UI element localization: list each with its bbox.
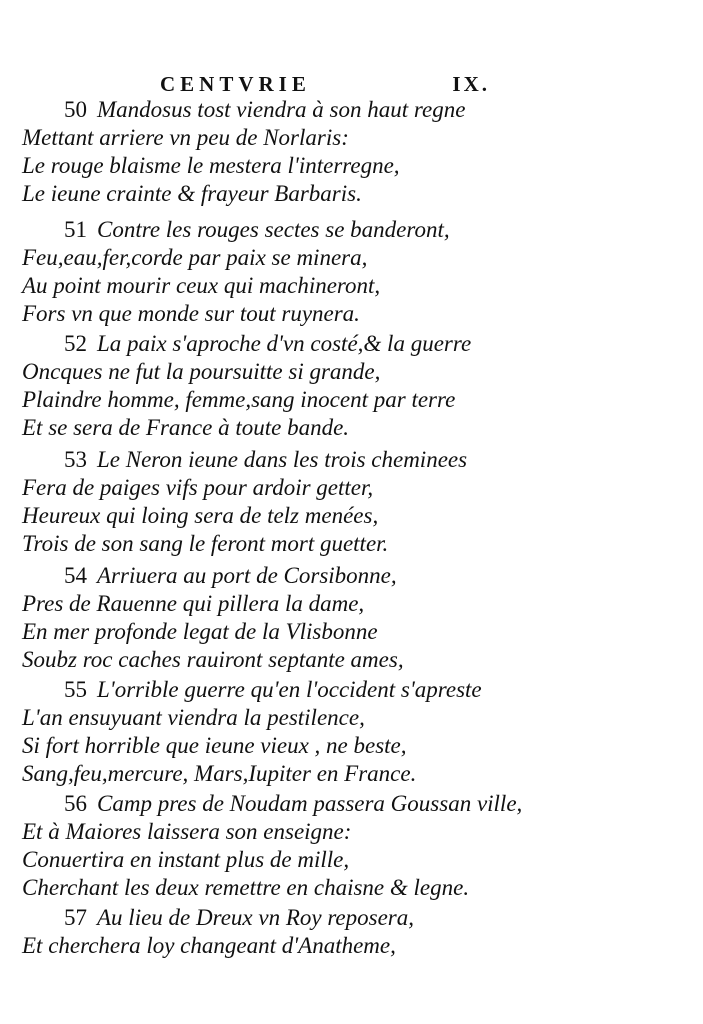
- verse-line: Et cherchera loy changeant d'Anatheme,: [22, 933, 396, 958]
- verse-line: Soubz roc caches rauiront septante ames,: [22, 647, 404, 672]
- verse-line: Plaindre homme, femme,sang inocent par terre: [22, 387, 456, 412]
- verse-text: Contre les rouges sectes se banderont,: [97, 217, 450, 242]
- verse-line: [64, 216, 450, 244]
- verse-line: Et se sera de France à toute bande.: [22, 415, 350, 440]
- quatrain-number: 51: [64, 217, 87, 242]
- quatrain-number: 56: [64, 791, 87, 816]
- verse-line: [64, 446, 467, 474]
- quatrain-number: 50: [64, 97, 87, 122]
- page-folio: IX.: [452, 72, 490, 96]
- verse-line: Trois de son sang le feront mort guetter.: [22, 531, 389, 556]
- verse-line: [64, 790, 522, 818]
- verse-line: Cherchant les deux remettre en chaisne & legne.: [22, 875, 470, 900]
- verse-line: Oncques ne fut la poursuitte si grande,: [22, 359, 381, 384]
- verse-line: Le rouge blaisme le mestera l'interregne,: [22, 153, 400, 178]
- verse-line: L'an ensuyuant viendra la pestilence,: [22, 705, 365, 730]
- verse-line: Feu,eau,fer,corde par paix se minera,: [22, 245, 368, 270]
- quatrain-number: 55: [64, 677, 87, 702]
- verse-line: Heureux qui loing sera de telz menées,: [22, 503, 379, 528]
- verse-text: L'orrible guerre qu'en l'occident s'apreste: [97, 677, 482, 702]
- verse-line: Fera de paiges vifs pour ardoir getter,: [22, 475, 374, 500]
- verse-line: Sang,feu,mercure, Mars,Iupiter en France.: [22, 761, 417, 786]
- verse-line: Conuertira en instant plus de mille,: [22, 847, 350, 872]
- verse-text: Camp pres de Noudam passera Goussan ville,: [97, 791, 523, 816]
- verse-text: La paix s'aproche d'vn costé,& la guerre: [97, 331, 472, 356]
- running-title: CENTVRIE: [160, 72, 311, 96]
- verse-line: Au point mourir ceux qui machineront,: [22, 273, 381, 298]
- quatrain-number: 53: [64, 447, 87, 472]
- verse-text: Mandosus tost viendra à son haut regne: [97, 97, 466, 122]
- verse-text: Arriuera au port de Corsibonne,: [97, 563, 397, 588]
- verse-line: Et à Maiores laissera son enseigne:: [22, 819, 352, 844]
- quatrain-number: 57: [64, 905, 87, 930]
- verse-line: Fors vn que monde sur tout ruynera.: [22, 301, 360, 326]
- verse-line: [64, 676, 482, 704]
- verse-line: [64, 96, 465, 124]
- verse-line: Le ieune crainte & frayeur Barbaris.: [22, 181, 362, 206]
- verse-line: Mettant arriere vn peu de Norlaris:: [22, 125, 349, 150]
- quatrain-number: 54: [64, 563, 87, 588]
- verse-line: Pres de Rauenne qui pillera la dame,: [22, 591, 365, 616]
- verse-line: En mer profonde legat de la Vlisbonne: [22, 619, 378, 644]
- verse-line: [64, 330, 471, 358]
- verse-line: Si fort horrible que ieune vieux , ne beste,: [22, 733, 407, 758]
- quatrain-number: 52: [64, 331, 87, 356]
- verse-text: Au lieu de Dreux vn Roy reposera,: [97, 905, 415, 930]
- verse-line: [64, 904, 414, 932]
- verse-line: [64, 562, 397, 590]
- verse-text: Le Neron ieune dans les trois cheminees: [97, 447, 468, 472]
